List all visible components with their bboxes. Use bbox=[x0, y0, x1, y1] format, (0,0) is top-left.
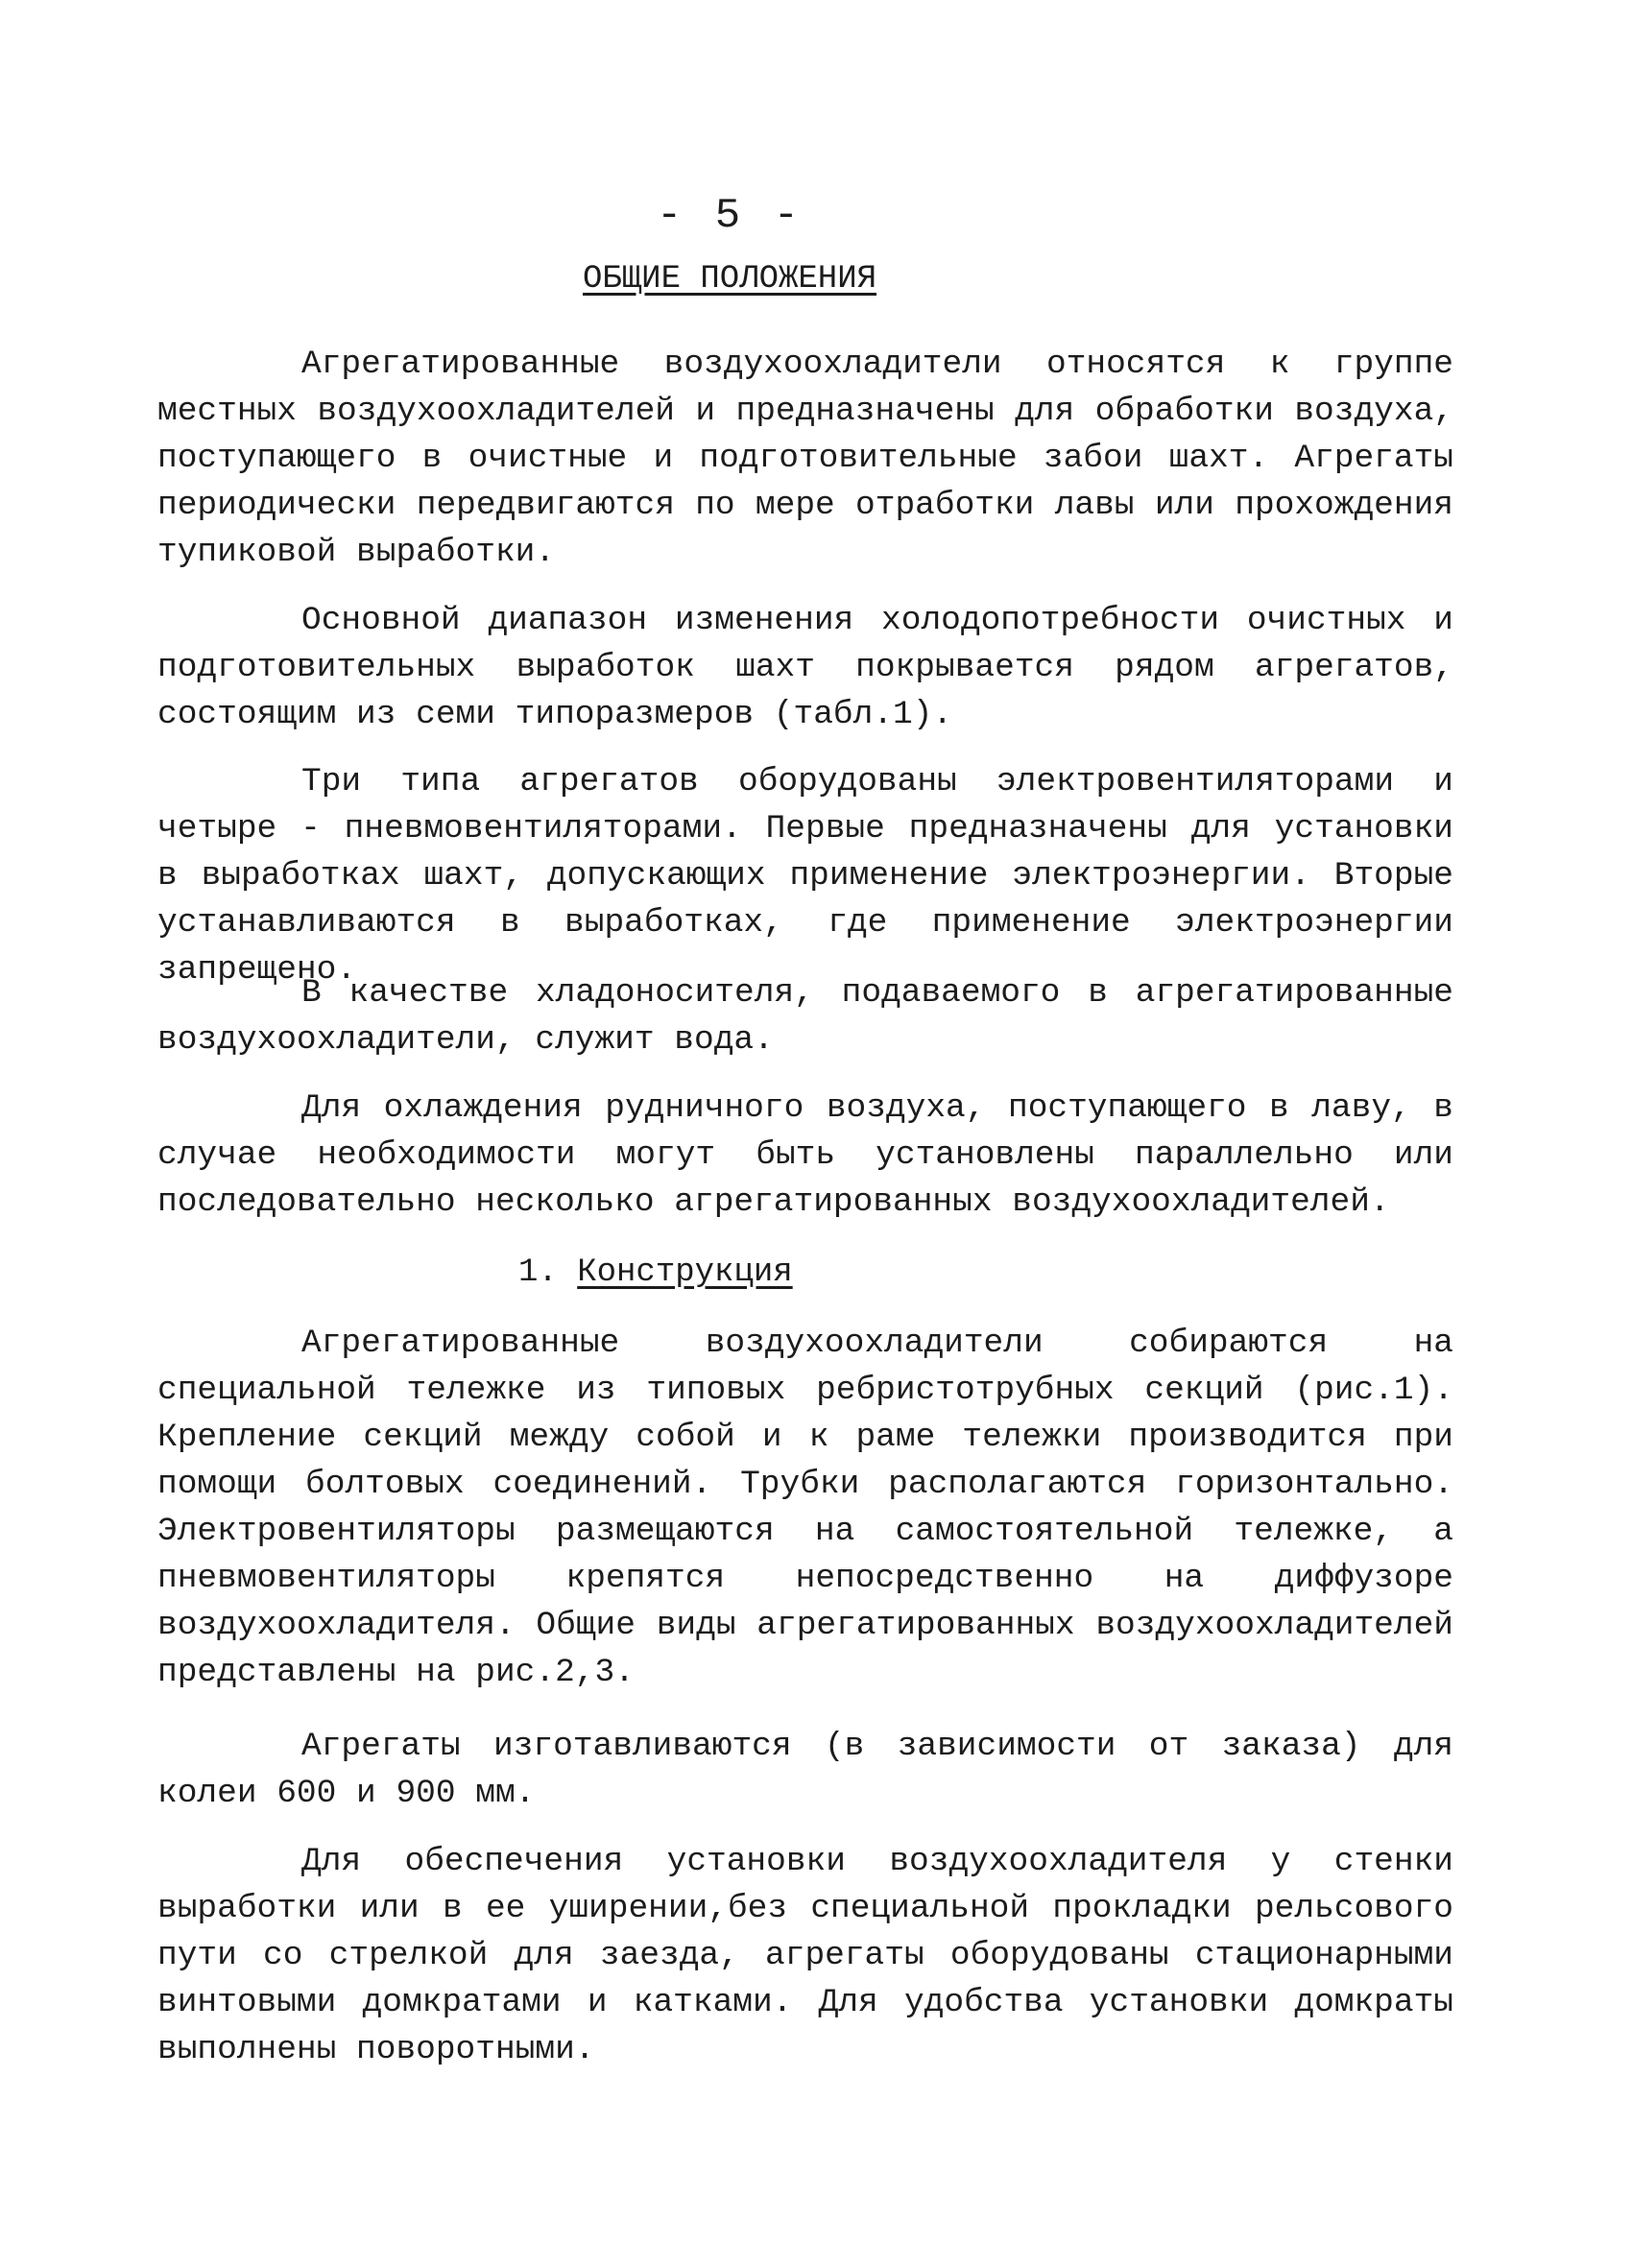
paragraph-8: Для обеспечения установки воздухоохладителя у стенки выработки или в ее уширении,без специальной прокладки рельсового пути со стрелкой для заезда, агрегаты оборудованы стационарными винтовыми домкратами и катками. Для удобства установки домкраты выполнены поворотными. bbox=[157, 1843, 1453, 2068]
section-heading-general bbox=[0, 261, 1459, 298]
paragraph-2: Основной диапазон изменения холодопотребности очистных и подготовительных выработок шахт покрывается рядом агрегатов, состоящим из семи типоразмеров (табл.1). bbox=[157, 602, 1453, 733]
paragraph-7: Агрегаты изготавливаются (в зависимости от заказа) для колеи 600 и 900 мм. bbox=[157, 1728, 1453, 1812]
paragraph-3: Три типа агрегатов оборудованы электровентиляторами и четыре - пневмовентиляторами. Первые предназначены для установки в выработках шахт, допускающих применение электроэнергии. Вторые устанавливаются в выработках, где применение электроэнергии запрещено. bbox=[157, 763, 1453, 989]
paragraph-6: Агрегатированные воздухоохладители собираются на специальной тележке из типовых ребристотрубных секций (рис.1). Крепление секций между собой и к раме тележки производится при помощи болтовых соединений. Трубки располагаются горизонтально. Электровентиляторы размещаются на самостоятельной тележке, а пневмовентиляторы крепятся непосредственно на диффузоре воздухоохладителя. Общие виды агрегатированных воздухоохладителей представлены на рис.2,3. bbox=[157, 1325, 1453, 1691]
section-number: 1. bbox=[518, 1254, 558, 1291]
paragraph-1: Агрегатированные воздухоохладители относятся к группе местных воздухоохладителей и предназначены для обработки воздуха, поступающего в очистные и подготовительные забои шахт. Агрегаты периодически передвигаются по мере отработки лавы или прохождения тупиковой выработки. bbox=[157, 346, 1453, 571]
section-heading-general-text: ОБЩИЕ ПОЛОЖЕНИЯ bbox=[582, 261, 877, 298]
section-title: Конструкция bbox=[577, 1254, 793, 1291]
paragraph-4: В качестве хладоносителя, подаваемого в агрегатированные воздухоохладители, служит вода. bbox=[157, 974, 1453, 1059]
paragraph-5: Для охлаждения рудничного воздуха, поступающего в лаву, в случае необходимости могут быть установлены параллельно или последовательно несколько агрегатированных воздухоохладителей. bbox=[157, 1089, 1453, 1221]
page-number: - 5 - bbox=[656, 192, 804, 240]
section-heading-construction bbox=[518, 1254, 793, 1291]
